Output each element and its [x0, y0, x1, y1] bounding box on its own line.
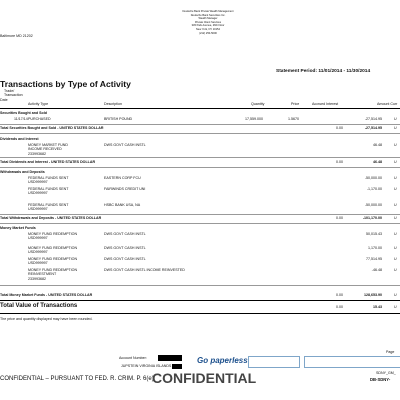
account-number-label: Account Number:: [119, 356, 147, 360]
section-total-label: Total Dividends and Interest - UNITED STATES DOLLAR: [0, 160, 96, 164]
sender-line: 345 Park Avenue, 26th Floor: [191, 24, 225, 28]
sender-address-block: [182, 10, 234, 35]
col-header-activity: Activity Type: [28, 102, 49, 106]
row-quantity: 17,559.000: [245, 117, 263, 121]
row-activity: [28, 203, 68, 212]
rounding-note: The price and quantity displayed may have been rounded.: [0, 317, 93, 321]
row-currency: U: [394, 117, 397, 121]
redaction-box: [158, 355, 182, 361]
award-logo: [248, 356, 300, 368]
row-activity-line: USD999997: [28, 207, 48, 212]
sipc-logo: [304, 356, 400, 368]
row-amount: 46.48: [373, 143, 382, 147]
section-total-label: Total Withdrawals and Deposits - UNITED STATES DOLLAR: [0, 216, 102, 220]
divider: [0, 285, 400, 286]
row-activity: [28, 143, 68, 156]
col-header-trade-date: [0, 89, 23, 102]
row-currency: U: [394, 143, 397, 147]
row-activity-line: USD999997: [28, 180, 48, 185]
row-activity-line: MONEY FUND REDEMPTION: [28, 246, 78, 250]
row-amount: -50,000.00: [364, 176, 382, 180]
section-total-label: Total Securities Bought and Sold - UNITED STATES DOLLAR: [0, 126, 104, 130]
row-currency: U: [394, 232, 397, 236]
section-heading: Securities Bought and Sold: [0, 111, 47, 115]
divider: [0, 223, 400, 224]
row-currency: U: [394, 246, 397, 250]
row-activity-line: USD999997: [28, 250, 48, 255]
account-name: JUPSTEIN VIRGINIA ISLANDS: [121, 364, 172, 368]
row-activity: [28, 257, 77, 266]
go-paperless-logo: Go paperless: [197, 356, 248, 365]
row-activity-line: 233993682: [28, 276, 46, 281]
row-currency: U: [394, 257, 397, 261]
row-amount: -1,170.00: [366, 187, 382, 191]
row-currency: U: [394, 176, 397, 180]
col-header-price: Price: [291, 102, 300, 106]
statement-period: Statement Period: 11/01/2014 - 11/30/2014: [276, 69, 371, 74]
row-description: DWS GOVT CASH INSTL: [104, 257, 146, 261]
row-amount: 1,170.00: [368, 246, 382, 250]
divider: [0, 124, 400, 125]
grand-total-label: Total Value of Transactions: [0, 303, 78, 309]
row-price: 1.5670: [288, 117, 299, 121]
sender-line: New York, NY 10154: [196, 27, 220, 31]
row-description: DWS GOVT CASH INSTL: [104, 143, 146, 147]
section-total-currency: U: [394, 216, 397, 220]
section-total-accrued: 0.00: [336, 216, 343, 220]
section-total-currency: U: [394, 160, 397, 164]
sender-line: Deutsche Bank Private Wealth Management: [182, 10, 234, 13]
row-activity: [28, 246, 77, 255]
row-description: DWS GOVT CASH INSTL: [104, 232, 146, 236]
section-total-label: Total Money Market Funds - UNITED STATES DOLLAR: [0, 293, 93, 297]
divider: [0, 313, 400, 314]
row-activity: [28, 232, 77, 241]
row-activity-line: REINVESTMENT: [28, 272, 57, 277]
row-description: FAIRWINDS CREDIT UNI: [104, 187, 146, 191]
confidential-stamp: CONFIDENTIAL: [152, 370, 257, 386]
section-heading: Dividends and Interest: [0, 137, 39, 141]
section-total-currency: U: [394, 126, 397, 130]
sender-line: Private Client Services: [194, 20, 222, 24]
sender-line: (212) 250-5000: [199, 31, 217, 35]
divider: [0, 167, 400, 168]
col-header-accrued: Accrued Interest: [312, 102, 339, 106]
row-activity-line: MONEY FUND REDEMPTION: [28, 232, 78, 236]
section-total-accrued: 0.00: [336, 126, 343, 130]
grand-total-accrued: 0.00: [336, 305, 343, 309]
divider: [0, 214, 400, 215]
row-description: DWS GOVT CASH INSTL: [104, 246, 146, 250]
row-currency: U: [394, 268, 397, 272]
row-activity: [28, 187, 68, 196]
row-activity: [28, 268, 77, 281]
recipient-address-fragment: Baltimore MD 21202: [0, 34, 33, 38]
row-activity-line: USD999997: [28, 236, 48, 241]
row-activity-line: MONEY FUND REDEMPTION: [28, 257, 78, 261]
page-title: Transactions by Type of Activity: [0, 79, 131, 89]
sender-line: Deutsche Bank Securities Inc.: [190, 13, 226, 17]
section-total-accrued: 0.00: [336, 293, 343, 297]
divider: [0, 133, 400, 134]
row-description: HSBC BANK USA, NA: [104, 203, 141, 207]
bates-bottom: DB-SDNY-: [370, 377, 391, 382]
row-activity-line: FEDERAL FUNDS SENT: [28, 176, 69, 180]
col-header-description: Description: [104, 102, 122, 106]
section-total-amount: -101,170.00: [362, 216, 382, 220]
grand-total-currency: U: [394, 305, 397, 309]
section-heading: Money Market Funds: [0, 226, 36, 230]
row-amount: -50,000.00: [364, 203, 382, 207]
row-activity: PURCHASED: [28, 117, 51, 121]
grand-total-amount: 15.43: [373, 305, 382, 309]
row-currency: U: [394, 187, 397, 191]
col-header-line: Date: [0, 97, 8, 102]
header-rule: [0, 108, 400, 109]
section-total-currency: U: [394, 293, 397, 297]
row-activity-line: FEDERAL FUNDS SENT: [28, 187, 69, 191]
row-activity-line: USD999997: [28, 261, 48, 266]
row-amount: -46.48: [371, 268, 382, 272]
bates-top: SDNY_GM_: [376, 371, 396, 375]
divider: [0, 300, 400, 301]
row-activity-line: USD999997: [28, 191, 48, 196]
row-amount: -27,514.95: [364, 117, 382, 121]
section-total-amount: -27,514.95: [364, 126, 382, 130]
page-label: Page: [386, 350, 395, 354]
row-description: EASTERN CORP FCU: [104, 176, 141, 180]
row-activity-line: 233993682: [28, 151, 46, 156]
divider: [0, 157, 400, 158]
section-heading: Withdrawals and Deposits: [0, 170, 45, 174]
col-header-quantity: Quantity: [251, 102, 265, 106]
confidential-legend: CONFIDENTIAL – PURSUANT TO FED. R. CRIM. P. 6(e): [0, 376, 154, 382]
row-amount: 77,514.95: [366, 257, 382, 261]
row-date: 11/17/14: [14, 117, 28, 121]
row-activity-line: INCOME RECEIVED: [28, 147, 62, 152]
row-amount: 50,015.43: [366, 232, 382, 236]
row-description: DWS GOVT CASH INSTL INCOME REINVESTED: [104, 268, 185, 272]
row-activity-line: MONEY FUND REDEMPTION: [28, 268, 78, 272]
row-activity-line: MONEY MARKET FUND: [28, 143, 69, 147]
col-header-line: Trade/: [4, 89, 15, 93]
row-activity: [28, 176, 68, 185]
row-currency: U: [394, 203, 397, 207]
section-total-amount: 128,653.90: [364, 293, 382, 297]
row-description: BRITISH POUND: [104, 117, 133, 121]
sender-line: Wealth Manager: [198, 17, 218, 21]
section-total-accrued: 0.00: [336, 160, 343, 164]
redaction-box: [172, 364, 182, 369]
col-header-amount: Amount Curr: [377, 102, 398, 106]
row-activity-line: FEDERAL FUNDS SENT: [28, 203, 69, 207]
col-header-line: Transaction: [4, 93, 23, 98]
section-total-amount: 46.48: [373, 160, 382, 164]
